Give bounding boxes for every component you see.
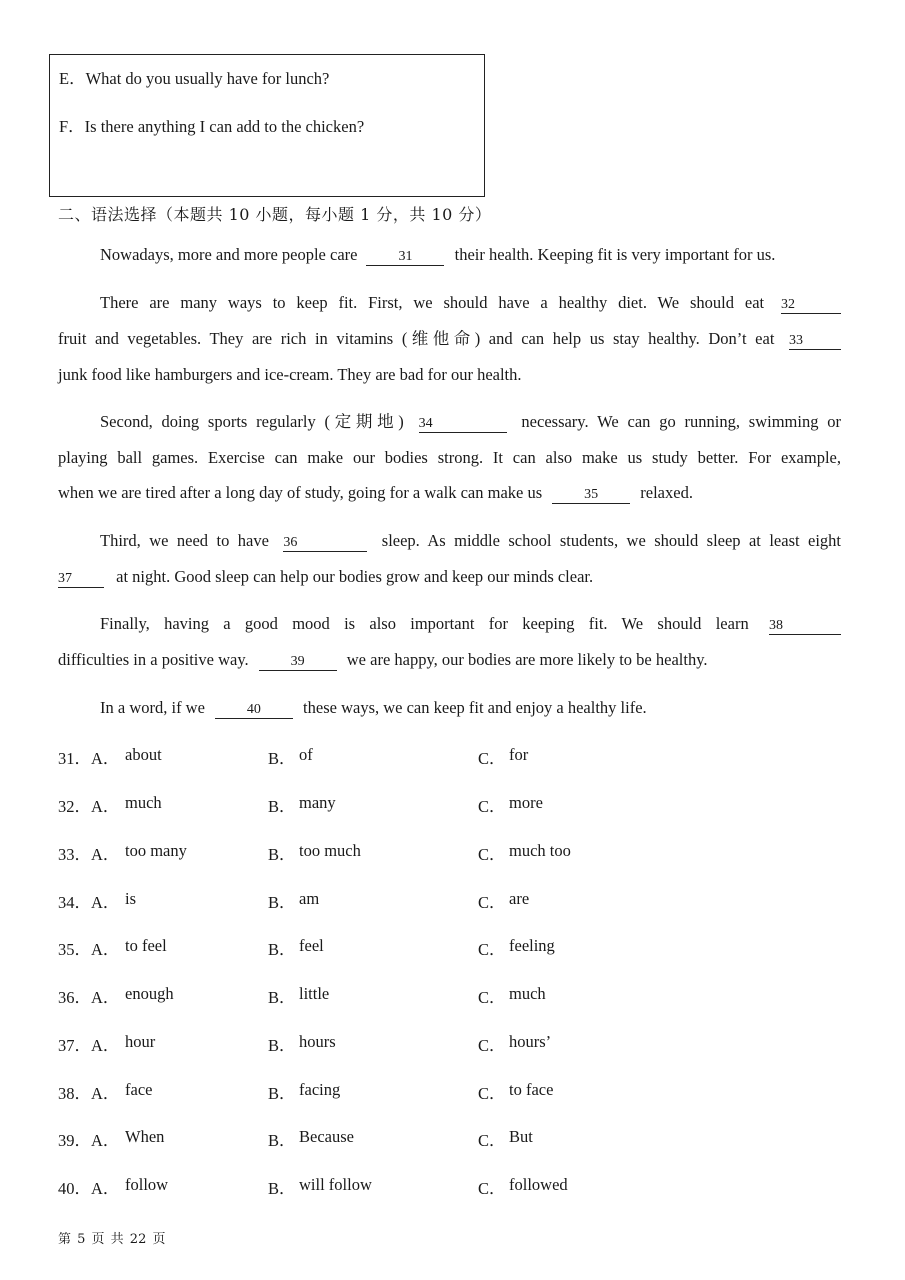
option-b: will follow (299, 1175, 372, 1194)
option-b: too much (299, 841, 361, 860)
passage-line: Second, doing sports regularly (定期地) 34 necessary. We can go running, swimming or (100, 412, 842, 431)
option-a: face (125, 1080, 153, 1099)
option-b: facing (299, 1080, 341, 1099)
option-c: much too (509, 841, 571, 860)
passage-line: Nowadays, more and more people care 31 their health. Keeping fit is very important for us. (100, 245, 776, 264)
passage-line: junk food like hamburgers and ice-cream. They are bad for our health. (58, 365, 522, 384)
passage-line: difficulties in a positive way. 39 we are happy, our bodies are more likely to be healthy. (58, 650, 708, 669)
option-e: E．What do you usually have for lunch? (59, 69, 330, 88)
option-c: much (509, 984, 546, 1003)
section-title: 二、语法选择（本题共 10 小题，每小题 1 分，共 10 分） (58, 205, 492, 224)
option-b: hours (299, 1032, 336, 1051)
passage-line: Third, we need to have 36 sleep. As middle school students, we should sleep at least eight (100, 531, 841, 550)
option-a: hour (125, 1032, 156, 1051)
option-a: much (125, 793, 162, 812)
passage-line: In a word, if we 40 these ways, we can keep fit and enjoy a healthy life. (100, 698, 647, 717)
options-box (49, 54, 485, 197)
option-a: When (125, 1127, 165, 1146)
option-a: too many (125, 841, 187, 860)
passage-line: when we are tired after a long day of study, going for a walk can make us 35 relaxed. (58, 483, 693, 502)
option-b: feel (299, 936, 324, 955)
option-f: F．Is there anything I can add to the chicken? (59, 117, 365, 136)
passage-line: Finally, having a good mood is also important for keeping fit. We should learn 38 (58, 614, 841, 635)
page-footer: 第 5 页 共 22 页 (58, 1232, 166, 1247)
blank-34: 34 (419, 416, 507, 433)
option-a: to feel (125, 936, 167, 955)
passage-line: There are many ways to keep fit. First, we should have a healthy diet. We should eat 32 (58, 293, 841, 314)
option-c: for (509, 745, 529, 764)
option-c: are (509, 889, 530, 908)
option-c: hours’ (509, 1032, 552, 1051)
passage-line: 37 at night. Good sleep can help our bodies grow and keep our minds clear. (58, 567, 594, 586)
exam-page: E．What do you usually have for lunch? F．Is there anything I can add to the chicken? 二、语法选择（本题共 10 小题，每小题 1 分，共 10 分） Nowadays, more and more people care 31 their health. Keeping fit is very important for us. There are many ways to keep fit. First, we should have a healthy diet. We should eat 32 fruit and vegetables. They are rich in vitamins (维他命) and can help us stay healthy. Don’t eat 33 junk food like hamburgers and ice-cream. They are bad for our health. Second, doing sports regularly (定期地) 34 necessary. We can go running, swimming or playing ball games. Exercise can make our bodies strong. It can also make us study better. For example, when we are tired after a long day of study, going for a walk can make us 35 relaxed. Third, we need to have 36 sleep. As middle school students, we should sleep at least eight 37 at night. Good sleep can help our bodies grow and keep our minds clear. Finally, having a good mood is also important for keeping fit. We should learn 38 difficulties in a positive way. 39 we are happy, our bodies are more likely to be healthy. In a word, if we 40 these ways, we can keep fit and enjoy a healthy life. 31．A． about B． of C． for 32．A． much B． many C． more 33．A． too many B． too much C． much too 34．A． is B． am C． are 35．A． to feel B． feel C． feeling 36．A． enough B． little C． much 37．A． hour B． hours C． hours’ 38．A． face B． facing C． to face 39．A． When B． Because C． But 40．A． follow B． will follow C． followed 第 5 页 共 22 页 (0, 0, 905, 1280)
blank-31: 31 (366, 249, 444, 266)
option-b: little (299, 984, 330, 1003)
option-b: of (299, 745, 313, 764)
blank-35: 35 (552, 487, 630, 504)
option-c: But (509, 1127, 533, 1146)
option-c: feeling (509, 936, 555, 955)
option-c: to face (509, 1080, 554, 1099)
option-a: follow (125, 1175, 169, 1194)
option-a: enough (125, 984, 174, 1003)
blank-40: 40 (215, 702, 293, 719)
option-c: followed (509, 1175, 568, 1194)
blank-39: 39 (259, 654, 337, 671)
option-b: am (299, 889, 320, 908)
blank-37: 37 (58, 571, 104, 588)
passage-line: fruit and vegetables. They are rich in vitamins (维他命) and can help us stay healthy. Don’t eat 33 (58, 329, 841, 350)
blank-36: 36 (283, 535, 367, 552)
passage-line: playing ball games. Exercise can make our bodies strong. It can also make us study better. For example, (58, 448, 841, 467)
option-c: more (509, 793, 543, 812)
option-b: Because (299, 1127, 354, 1146)
option-a: is (125, 889, 137, 908)
blank-32: 32 (781, 297, 841, 314)
blank-38: 38 (769, 618, 841, 635)
option-a: about (125, 745, 162, 764)
option-b: many (299, 793, 336, 812)
blank-33: 33 (789, 333, 841, 350)
